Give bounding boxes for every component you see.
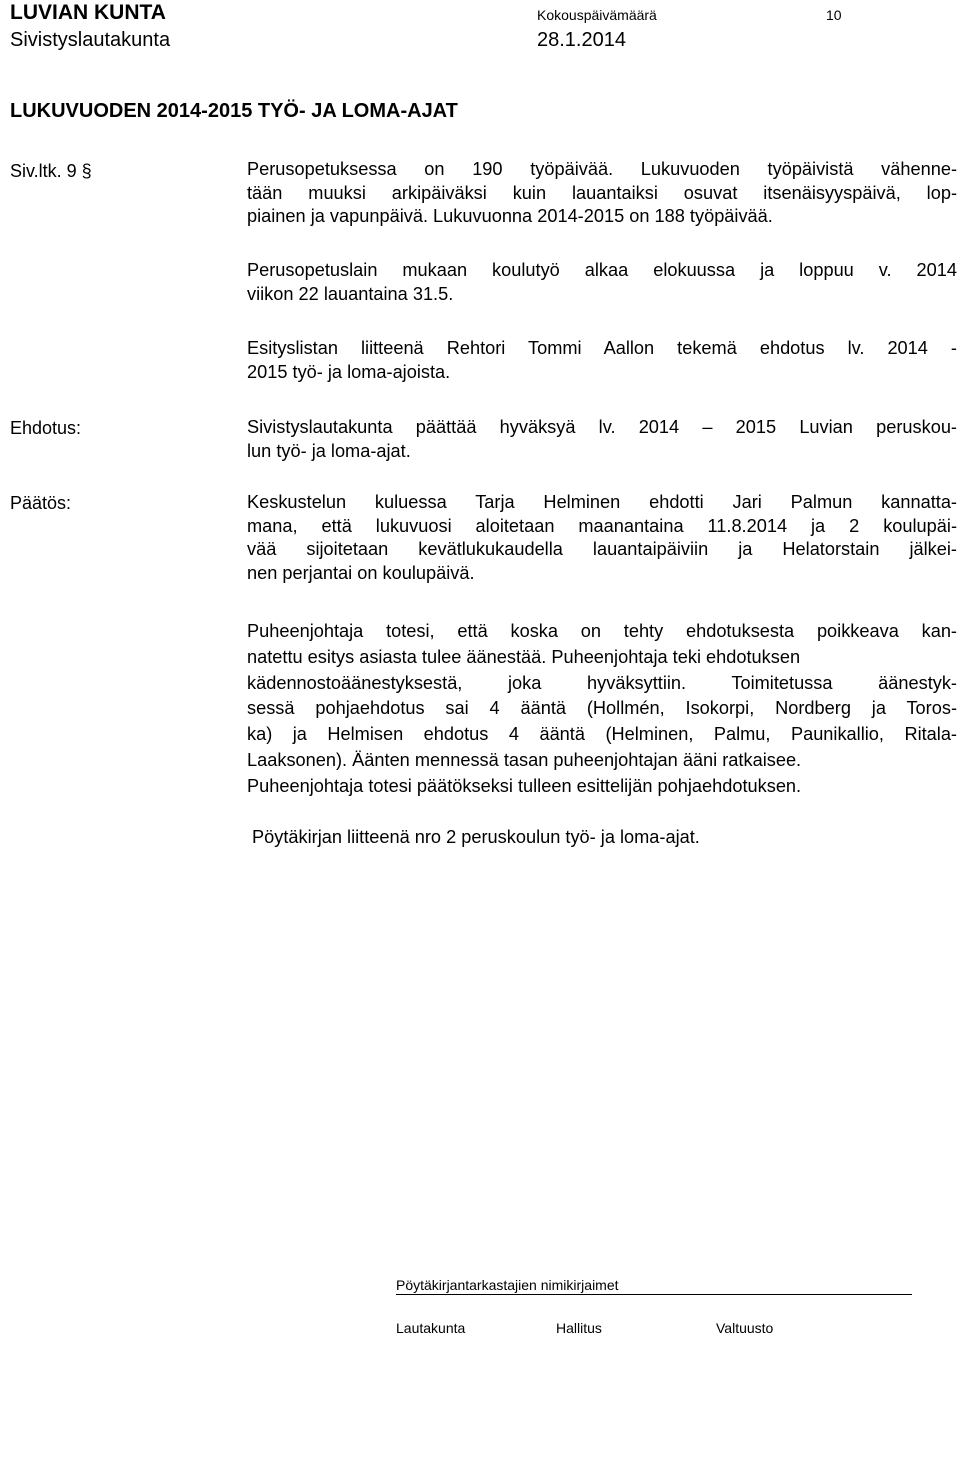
- text-line: 2015 työ- ja loma-ajoista.: [247, 361, 451, 382]
- text-line: ka) ja Helmisen ehdotus 4 ääntä (Helminen, Palmu, Paunikallio, Ritala-: [247, 724, 957, 745]
- footer-board: Hallitus: [556, 1320, 602, 1336]
- organization-name: LUVIAN KUNTA: [10, 1, 166, 24]
- decision-label: Päätös:: [10, 493, 72, 513]
- footer-divider: [396, 1294, 912, 1295]
- paragraph-school-days: [247, 158, 957, 229]
- text-line: nen perjantai on koulupäivä.: [247, 562, 475, 583]
- meeting-date: 28.1.2014: [537, 29, 626, 51]
- text-line: vää sijoitetaan kevätlukukaudella lauantaipäiviin ja Helatorstain jälkei-: [247, 539, 957, 559]
- text-line: sessä pohjaehdotus sai 4 ääntä (Hollmén, Isokorpi, Nordberg ja Toros-: [247, 698, 957, 719]
- text-line: mana, että lukuvuosi aloitetaan maanantaina 11.8.2014 ja 2 koulupäi-: [247, 515, 957, 536]
- paragraph-agenda-attachment: [247, 337, 957, 384]
- page-number: 10: [826, 7, 842, 23]
- text-line: Keskustelun kuluessa Tarja Helminen ehdotti Jari Palmun kannatta-: [247, 492, 957, 512]
- text-line: Sivistyslautakunta päättää hyväksyä lv. 2014 – 2015 Luvian peruskou-: [247, 417, 957, 437]
- section-reference: Siv.ltk. 9 §: [10, 161, 92, 181]
- text-line: Laaksonen). Äänten mennessä tasan puheenjohtajan ääni ratkaisee.: [247, 749, 802, 770]
- proposal-text: [247, 416, 957, 463]
- decision-text: [247, 491, 957, 585]
- meeting-date-label: Kokouspäivämäärä: [537, 7, 657, 23]
- vote-paragraph: [247, 619, 957, 800]
- text-line: Esityslistan liitteenä Rehtori Tommi Aallon tekemä ehdotus lv. 2014 -: [247, 338, 957, 358]
- footer-council: Valtuusto: [716, 1320, 774, 1336]
- paragraph-school-law: [247, 259, 957, 306]
- department-name: Sivistyslautakunta: [10, 29, 171, 51]
- footer-committee: Lautakunta: [396, 1320, 466, 1336]
- text-line: Puheenjohtaja totesi päätökseksi tulleen esittelijän pohjaehdotuksen.: [247, 775, 802, 796]
- text-line: Perusopetuslain mukaan koulutyö alkaa elokuussa ja loppuu v. 2014: [247, 260, 957, 280]
- text-line: Perusopetuksessa on 190 työpäivää. Lukuvuoden työpäivistä vähenne-: [247, 159, 957, 179]
- text-line: kädennostoäänestyksestä, joka hyväksyttiin. Toimitetussa äänestyk-: [247, 672, 957, 693]
- text-line: natettu esitys asiasta tulee äänestää. Puheenjohtaja teki ehdotuksen: [247, 646, 801, 667]
- signature-initials-label: Pöytäkirjantarkastajien nimikirjaimet: [396, 1277, 619, 1293]
- proposal-label: Ehdotus:: [10, 418, 82, 438]
- attachment-note: Pöytäkirjan liitteenä nro 2 peruskoulun työ- ja loma-ajat.: [252, 827, 700, 847]
- text-line: lun työ- ja loma-ajat.: [247, 440, 411, 461]
- text-line: viikon 22 lauantaina 31.5.: [247, 283, 454, 304]
- text-line: tään muuksi arkipäiväksi kuin lauantaiksi osuvat itsenäisyyspäivä, lop-: [247, 182, 957, 203]
- document-title: LUKUVUODEN 2014-2015 TYÖ- JA LOMA-AJAT: [10, 100, 458, 122]
- text-line: Puheenjohtaja totesi, että koska on tehty ehdotuksesta poikkeava kan-: [247, 621, 957, 641]
- text-line: piainen ja vapunpäivä. Lukuvuonna 2014-2015 on 188 työpäivää.: [247, 206, 773, 226]
